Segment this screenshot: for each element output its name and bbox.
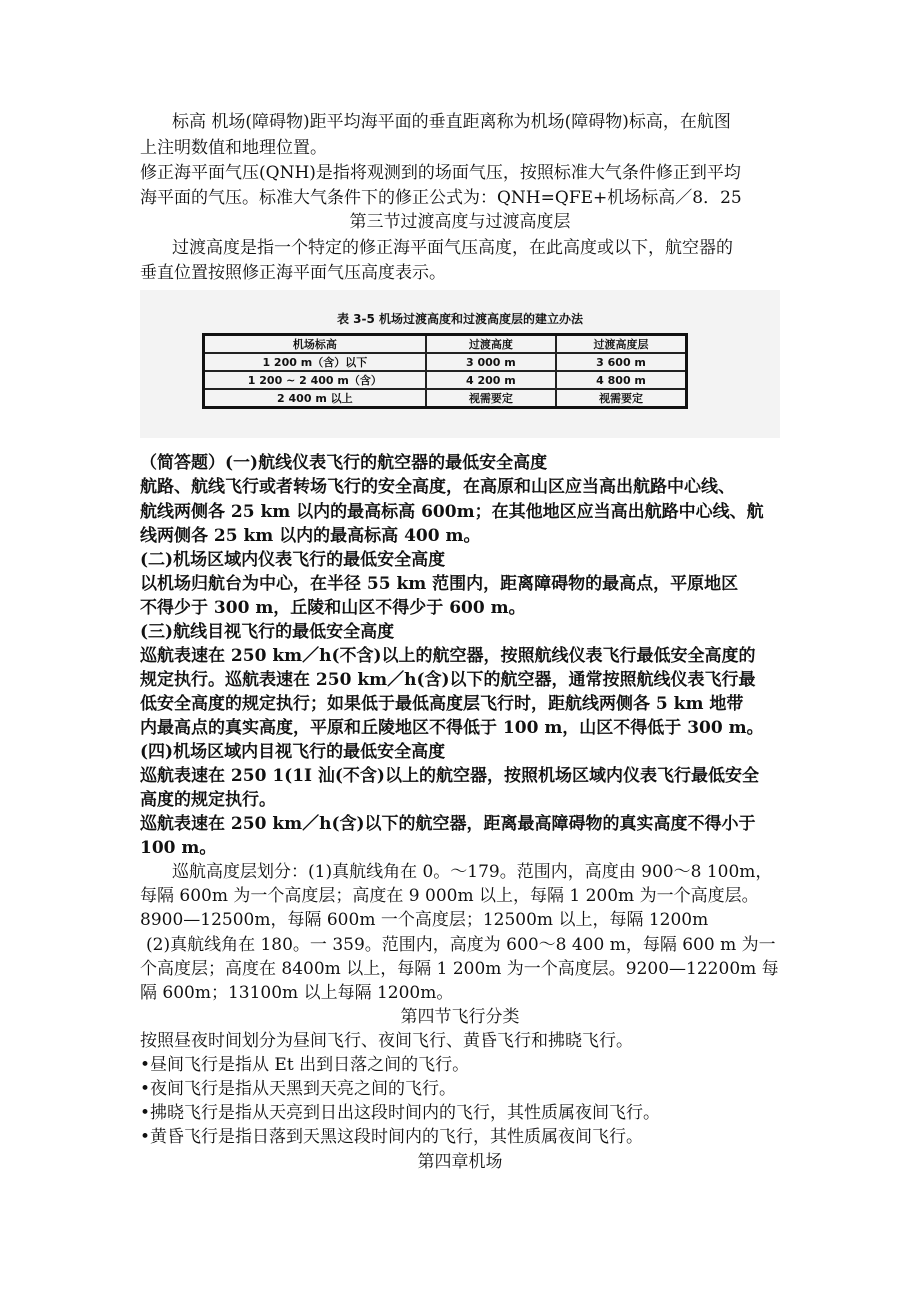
paragraph-line: 规定执行。巡航表速在 250 km／h(含)以下的航空器，通常按照航线仪表飞行最 — [140, 670, 756, 690]
section-heading: 第四节飞行分类 — [400, 1007, 520, 1027]
table-cell: 1 200 ~ 2 400 m（含） — [204, 371, 426, 389]
paragraph-line: 隔 600m；13100m 以上每隔 1200m。 — [140, 983, 454, 1003]
table-row — [204, 353, 687, 371]
transition-altitude-table — [202, 333, 688, 409]
list-item: •夜间飞行是指从天黑到天亮之间的飞行。 — [140, 1079, 457, 1099]
paragraph-line: 过渡高度是指一个特定的修正海平面气压高度，在此高度或以下，航空器的 — [172, 238, 733, 258]
section-heading: 第三节过渡高度与过渡高度层 — [349, 212, 571, 232]
paragraph-line: 每隔 600m 为一个高度层；高度在 9 000m 以上，每隔 1 200m 为一个高度层。 — [140, 886, 759, 906]
list-item: •拂晓飞行是指从天亮到日出这段时间内的飞行，其性质属夜间飞行。 — [140, 1103, 661, 1123]
table-row — [204, 371, 687, 389]
paragraph-line: 垂直位置按照修正海平面气压高度表示。 — [140, 263, 446, 283]
paragraph-line: 修正海平面气压(QNH)是指将观测到的场面气压，按照标准大气条件修正到平均 — [140, 163, 741, 183]
paragraph-line: 巡航表速在 250 km／h(含)以下的航空器，距离最高障碍物的真实高度不得小于 — [140, 814, 756, 834]
paragraph-line: 内最高点的真实高度，平原和丘陵地区不得低于 100 m，山区不得低于 300 m。 — [140, 718, 764, 738]
table-cell: 1 200 m（含）以下 — [204, 353, 426, 371]
table-header-cell: 过渡高度 — [426, 335, 556, 354]
paragraph-line: 海平面的气压。标准大气条件下的修正公式为：QNH=QFE+机场标高／8．25 — [140, 188, 742, 208]
table-cell: 3 600 m — [556, 353, 686, 371]
paragraph-line: 线两侧各 25 km 以内的最高标高 400 m。 — [140, 526, 481, 546]
paragraph-line: 航线两侧各 25 km 以内的最高标高 600m；在其他地区应当高出航路中心线、航 — [140, 502, 764, 522]
table-header-cell: 机场标高 — [204, 335, 426, 354]
table-row — [204, 389, 687, 408]
paragraph-line: 按照昼夜时间划分为昼间飞行、夜间飞行、黄昏飞行和拂晓飞行。 — [140, 1031, 633, 1051]
paragraph-line: 巡航表速在 250 1(1I 汕(不含)以上的航空器，按照机场区域内仪表飞行最低安全 — [140, 766, 759, 786]
paragraph-line: 航路、航线飞行或者转场飞行的安全高度，在高原和山区应当高出航路中心线、 — [140, 477, 735, 497]
table-figure — [140, 290, 780, 438]
table-cell: 2 400 m 以上 — [204, 389, 426, 408]
table-header-row — [204, 335, 687, 354]
subsection-heading: （简答题）(一)航线仪表飞行的航空器的最低安全高度 — [140, 453, 548, 473]
paragraph-line: 8900—12500m，每隔 600m 一个高度层；12500m 以上，每隔 1200m — [140, 910, 709, 930]
paragraph-line: 不得少于 300 m，丘陵和山区不得少于 600 m。 — [140, 598, 526, 618]
table-cell: 视需要定 — [426, 389, 556, 408]
table-cell: 视需要定 — [556, 389, 686, 408]
table-header-cell: 过渡高度层 — [556, 335, 686, 354]
paragraph-line: (2)真航线角在 180。一 359。范围内，高度为 600～8 400 m，每隔 600 m 为一 — [146, 935, 776, 955]
paragraph-line: 巡航高度层划分：(1)真航线角在 0。～179。范围内，高度由 900～8 100m， — [172, 862, 773, 882]
paragraph-line: 100 m。 — [140, 838, 217, 858]
table-cell: 4 200 m — [426, 371, 556, 389]
paragraph-line: 上注明数值和地理位置。 — [140, 138, 327, 158]
paragraph-line: 以机场归航台为中心，在半径 55 km 范围内，距离障碍物的最高点，平原地区 — [140, 574, 739, 594]
paragraph-line: 高度的规定执行。 — [140, 790, 276, 810]
list-item: •昼间飞行是指从 Et 出到日落之间的飞行。 — [140, 1055, 470, 1075]
table-caption: 表 3-5 机场过渡高度和过渡高度层的建立办法 — [336, 312, 584, 326]
paragraph-line: 标高 机场(障碍物)距平均海平面的垂直距离称为机场(障碍物)标高，在航图 — [172, 112, 731, 132]
paragraph-line: 巡航表速在 250 km／h(不含)以上的航空器，按照航线仪表飞行最低安全高度的 — [140, 646, 756, 666]
subsection-heading: (四)机场区域内目视飞行的最低安全高度 — [140, 742, 446, 762]
paragraph-line: 低安全高度的规定执行；如果低于最低高度层飞行时，距航线两侧各 5 km 地带 — [140, 694, 744, 714]
paragraph-line: 个高度层；高度在 8400m 以上，每隔 1 200m 为一个高度层。9200—12200m 每 — [140, 959, 779, 979]
subsection-heading: (三)航线目视飞行的最低安全高度 — [140, 622, 395, 642]
list-item: •黄昏飞行是指日落到天黑这段时间内的飞行，其性质属夜间飞行。 — [140, 1127, 644, 1147]
table-cell: 3 000 m — [426, 353, 556, 371]
table-cell: 4 800 m — [556, 371, 686, 389]
chapter-heading: 第四章机场 — [417, 1152, 503, 1172]
subsection-heading: (二)机场区域内仪表飞行的最低安全高度 — [140, 550, 446, 570]
